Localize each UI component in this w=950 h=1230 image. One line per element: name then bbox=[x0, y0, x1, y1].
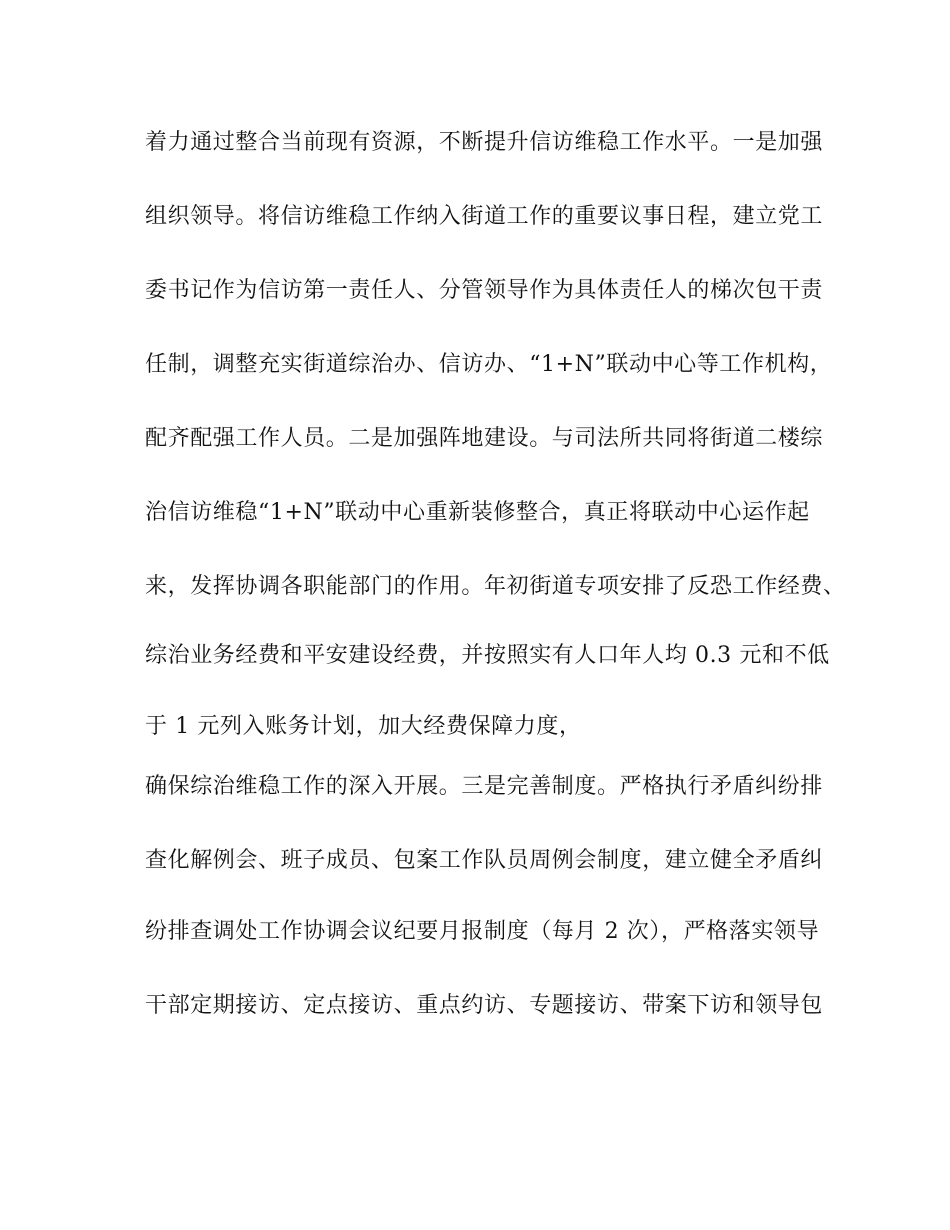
text-line-4: 任制，调整充实街道综治办、信访办、“1+N”联动中心等工作机构， bbox=[145, 352, 833, 377]
text-line-13: 干部定期接访、定点接访、重点约访、专题接访、带案下访和领导包 bbox=[145, 993, 824, 1018]
text-line-3: 委书记作为信访第一责任人、分管领导作为具体责任人的梯次包干责 bbox=[145, 278, 824, 303]
text-line-12: 纷排查调处工作协调会议纪要月报制度（每月 2 次），严格落实领导 bbox=[145, 919, 820, 944]
text-line-10: 确保综治维稳工作的深入开展。三是完善制度。严格执行矛盾纠纷排 bbox=[145, 774, 824, 799]
text-line-2: 组织领导。将信访维稳工作纳入街道工作的重要议事日程，建立党工 bbox=[145, 204, 824, 229]
text-line-1: 着力通过整合当前现有资源，不断提升信访维稳工作水平。一是加强 bbox=[145, 130, 824, 155]
text-line-6: 治信访维稳“1+N”联动中心重新装修整合，真正将联动中心运作起 bbox=[145, 500, 810, 525]
text-line-11: 查化解例会、班子成员、包案工作队员周例会制度，建立健全矛盾纠 bbox=[145, 848, 824, 873]
text-line-9: 于 1 元列入账务计划，加大经费保障力度， bbox=[145, 714, 582, 739]
text-line-7: 来，发挥协调各职能部门的作用。年初街道专项安排了反恐工作经费、 bbox=[145, 574, 846, 599]
text-line-5: 配齐配强工作人员。二是加强阵地建设。与司法所共同将街道二楼综 bbox=[145, 426, 824, 451]
text-line-8: 综治业务经费和平安建设经费，并按照实有人口年人均 0.3 元和不低 bbox=[145, 643, 830, 668]
